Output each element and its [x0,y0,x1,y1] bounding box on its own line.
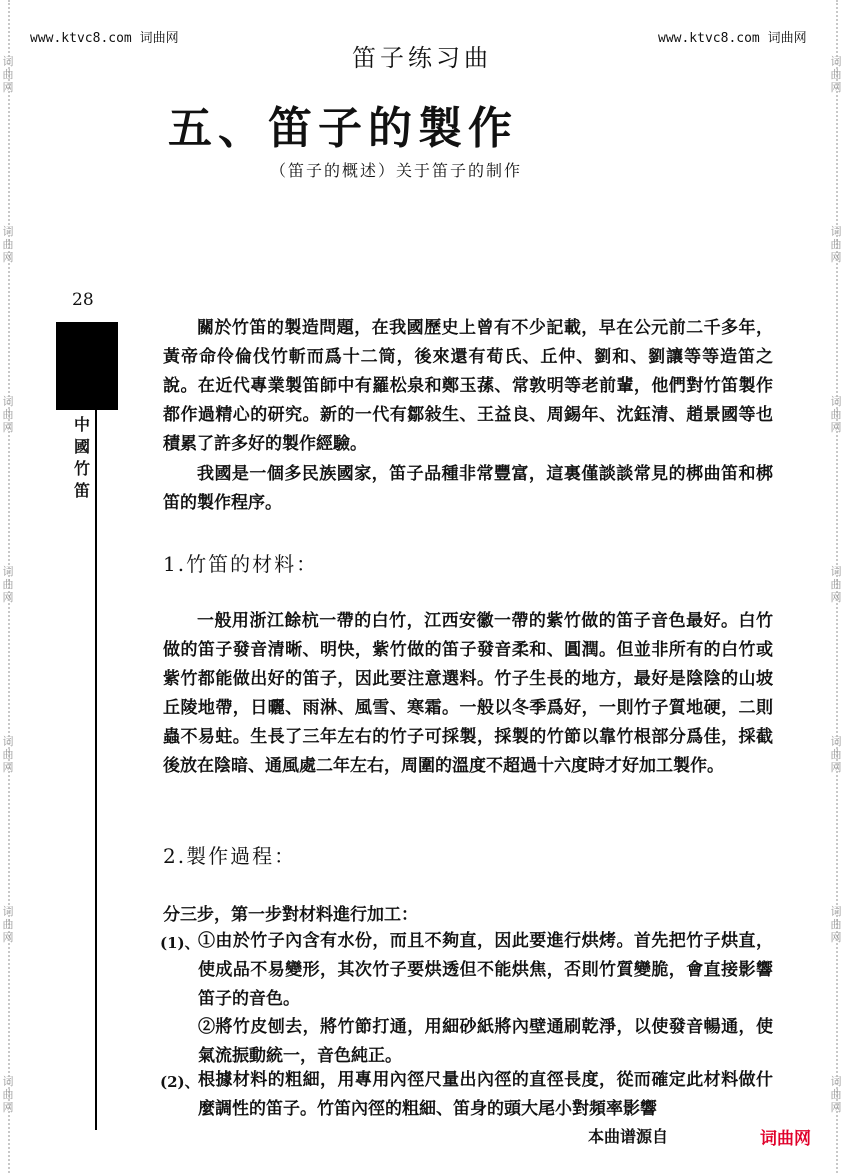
margin-vertical-rule [95,322,97,1130]
item-1-line-1: ①由於竹子內含有水份，而且不夠直，因此要進行烘烤。首先把竹子烘直，使成品不易變形，其次竹子要烘透但不能烘焦，否則竹質變脆，會直接影響笛子的音色。 [198,931,773,1009]
site-name: 词曲网 [767,31,807,46]
item-2-line-1: 根據材料的粗細，用專用內徑尺量出內徑的直徑長度，從而確定此材料做什麼調性的笛子。竹笛內徑的粗細、笛身的頭大尾小對頻率影響 [198,1070,773,1119]
site-name: 词曲网 [139,31,179,46]
materials-paragraph: 一般用浙江餘杭一帶的白竹，江西安徽一帶的紫竹做的笛子音色最好。白竹做的笛子發音清晰、明快，紫竹做的笛子發音柔和、圓潤。但並非所有的白竹或紫竹都能做出好的笛子，因此要注意選料。竹子生長的地方，最好是陰陰的山坡丘陵地帶，日曬、雨淋、風雪、寒霜。一般以冬季爲好，一則竹子質地硬，二則蟲不易蛀。生長了三年左右的竹子可採製，採製的竹節以靠竹根部分爲佳，採截後放在陰暗、通風處二年左右，周圍的溫度不超過十六度時才好加工製作。 [163,611,773,776]
side-watermark: 词 曲 网 [830,395,842,434]
site-url: www.ktvc8.com [30,31,132,46]
page-number: 28 [72,290,94,310]
side-watermark: 词 曲 网 [830,565,842,604]
side-watermark: 词 曲 网 [2,735,14,774]
item-number: (2)、 [160,1073,200,1091]
section-heading-process: 2.製作過程： [163,844,297,868]
side-watermark: 词 曲 网 [830,225,842,264]
margin-black-tab [56,322,118,410]
step-intro: 分三步，第一步對材料進行加工： [163,905,418,925]
side-watermark: 词 曲 网 [830,735,842,774]
side-watermark: 词 曲 网 [2,395,14,434]
section-heading-materials: 1.竹笛的材料： [163,552,319,576]
side-watermark: 词 曲 网 [830,55,842,94]
book-title-vertical: 中國竹笛 [74,415,91,500]
side-watermark: 词 曲 网 [2,55,14,94]
item-number: (1)、 [160,934,200,952]
series-title: 笛子练习曲 [352,44,492,72]
intro-paragraph-1: 關於竹笛的製造問題，在我國歷史上曾有不少記載，早在公元前二千多年，黃帝命伶倫伐竹斬而爲十二筒，後來還有荀氏、丘仲、劉和、劉讓等等造笛之說。在近代專業製笛師中有羅松泉和鄭玉蓀、常敦明等老前輩，他們對竹笛製作都作過精心的研究。新的一代有鄒敍生、王益良、周錫年、沈鈺清、趙景國等也積累了許多好的製作經驗。 [163,318,773,454]
side-watermark: 词 曲 网 [2,225,14,264]
footer-source-text: 本曲谱源自 [588,1127,669,1146]
chapter-title: 五、笛子的製作 [168,103,518,154]
side-watermark: 词 曲 网 [830,1075,842,1114]
side-watermark: 词 曲 网 [2,1075,14,1114]
footer-logo: 词曲网 [760,1129,811,1149]
intro-paragraph-2: 我國是一個多民族國家，笛子品種非常豐富，這裏僅談談常見的梆曲笛和梆笛的製作程序。 [163,464,773,513]
site-url: www.ktvc8.com [658,31,760,46]
subtitle: （笛子的概述）关于笛子的制作 [270,161,523,180]
side-watermark: 词 曲 网 [830,905,842,944]
side-watermark: 词 曲 网 [2,905,14,944]
side-watermark: 词 曲 网 [2,565,14,604]
item-1-line-2: ②將竹皮刨去，將竹節打通，用細砂紙將內壁通刷乾淨，以使發音暢通，使氣流振動統一，音色純正。 [198,1017,773,1066]
